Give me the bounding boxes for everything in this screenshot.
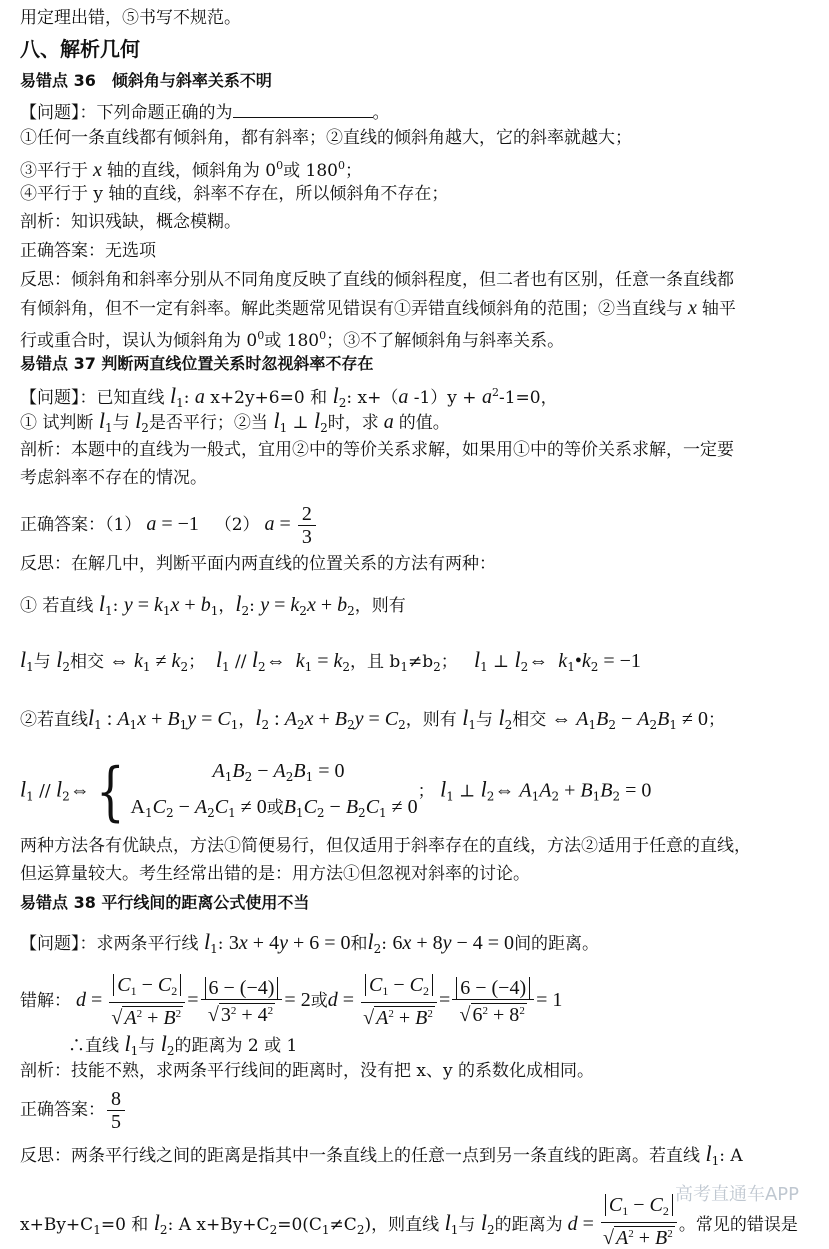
wrong-solution: 错解： d = $\frac{C_1 - C_2}{√ A^2 + B^2}$ = $\frac{6 - (-4)}{√ 3^2 + 4^2}$ = 2或d = $\frac{C_1 - C_2}{√ A^2 + B^2}$ = $\frac{6 - (-4)}{√ 6^2 + 8^2}$ = 1	[20, 974, 563, 1029]
question-37-part: ① 试判断 $l_1$与 $l_2$是否平行；②当 $l_1$ ⊥ $l_2$时，求 a 的值。	[20, 408, 450, 435]
method-1-conditions: $l_1$与 $l_2$相交 ⇔ $k_1 \ne k_2$； $l_1$ // $l_2\Leftrightarrow$ $k_1 = k_2$，且 $b_1\ne b_2$； $l_1$ ⊥ $l_2\Leftrightarrow$ $k_1•k_2 = -1$	[20, 647, 641, 674]
method-2-conditions: $l_1$ // $l_2\Leftrightarrow${ $A_1B_2 - A_2B_1 = 0$ $A_1C_2 - A_2C_1 \ne 0$或$B_1C_2 - B_2C_1 \ne 0$ ； $l_1$ ⊥ $l_2\Leftrightarrow$ $A_1A_2 + B_1B_2 = 0$	[20, 755, 652, 829]
text-line: 用定理出错，⑤书写不规范。	[20, 8, 241, 28]
comment-line: 但运算量较大。考生经常出错的是：用方法①但忽视对斜率的讨论。	[20, 864, 530, 884]
analysis-line: 剖析：本题中的直线为一般式，宜用②中的等价关系求解，如果用①中的等价关系求解，一定要	[20, 440, 734, 460]
answer-36: 正确答案：无选项	[20, 241, 156, 261]
question-37: 【问题】：已知直线 $l_1$: a x+2y+6=0 和 $l_2$: x+（a $-1)y + a^2-1=0$，	[20, 383, 558, 410]
answer-37: 正确答案：（1） a = −1 （2） a = $\frac{2}{3}$	[20, 500, 318, 549]
error-point-36-title: 易错点 36 倾斜角与斜率关系不明	[20, 71, 272, 90]
comment-line: 两种方法各有优缺点，方法①简便易行，但仅适用于斜率存在的直线，方法②适用于任意的直线，	[20, 836, 751, 856]
error-point-38-title: 易错点 38 平行线间的距离公式使用不当	[20, 893, 310, 912]
reflection-37: 反思：在解几中，判断平面内两直线的位置关系的方法有两种：	[20, 554, 496, 574]
option-line: ①任何一条直线都有倾斜角，都有斜率；②直线的倾斜角越大，它的斜率就越大；	[20, 128, 632, 148]
reflection-line: 有倾斜角，但不一定有斜率。解此类题常见错误有①弄错直线倾斜角的范围；②当直线与 x 轴平	[20, 297, 736, 319]
analysis-38: 剖析：技能不熟，求两条平行线间的距离时，没有把 x、y 的系数化成相同。	[20, 1061, 594, 1081]
answer-38: 正确答案： $\frac{8}{5}$	[20, 1086, 127, 1134]
wrong-conclusion: ∴直线 $l_1$与 $l_2$的距离为 2 或 1	[68, 1031, 298, 1058]
analysis-line: 考虑斜率不存在的情况。	[20, 468, 207, 488]
option-line: ④平行于 y 轴的直线，斜率不存在，所以倾斜角不存在；	[20, 184, 449, 204]
analysis-36: 剖析：知识残缺，概念模糊。	[20, 212, 241, 232]
question-36: 【问题】：下列命题正确的为 。	[20, 100, 390, 123]
method-2: ②若直线$l_1$ : $A_1x + B_1y = C_1$，$l_2$ : $A_2x + B_2y = C_2$，则有 $l_1$与 $l_2$相交 ⇔ $A_1B_2 - A_2B_1 \ne 0$；	[20, 705, 725, 732]
reflection-line: 反思：倾斜角和斜率分别从不同角度反映了直线的倾斜程度，但二者也有区别，任意一条直线都	[20, 270, 734, 290]
section-heading: 八、解析几何	[20, 37, 140, 61]
method-1: ① 若直线 $l_1$: $y = k_1x + b_1$，$l_2$: $y = k_2x + b_2$，则有	[20, 591, 406, 618]
reflection-38: 反思：两条平行线之间的距离是指其中一条直线上的任意一点到另一条直线的距离。若直线 $l_1$: A	[20, 1141, 743, 1168]
question-38: 【问题】：求两条平行线 $l_1$: 3x + 4y + 6 = 0和$l_2$: 6x + 8y − 4 = 0间的距离。	[20, 929, 600, 956]
reflection-38-cont: $x+By+C_1=0$ 和 $l_2$: A $x+By+C_2=0(C_1\ne C_2)$，则直线 $l_1$与 $l_2$的距离为 d = $\frac{C_1 - C_2}{√ A^2 + B^2}$ 。常见的错误是	[20, 1194, 798, 1249]
error-point-37-title: 易错点 37 判断两直线位置关系时忽视斜率不存在	[20, 354, 374, 373]
answer-blank[interactable]	[233, 100, 373, 118]
reflection-line: 行或重合时，误认为倾斜角为 $0^0$或 $180^0$；③不了解倾斜角与斜率关系。	[20, 329, 565, 351]
option-line: ③平行于 x 轴的直线，倾斜角为 $0^0$或 $180^0$；	[20, 159, 362, 181]
watermark: 高考直通车APP	[674, 1184, 799, 1205]
